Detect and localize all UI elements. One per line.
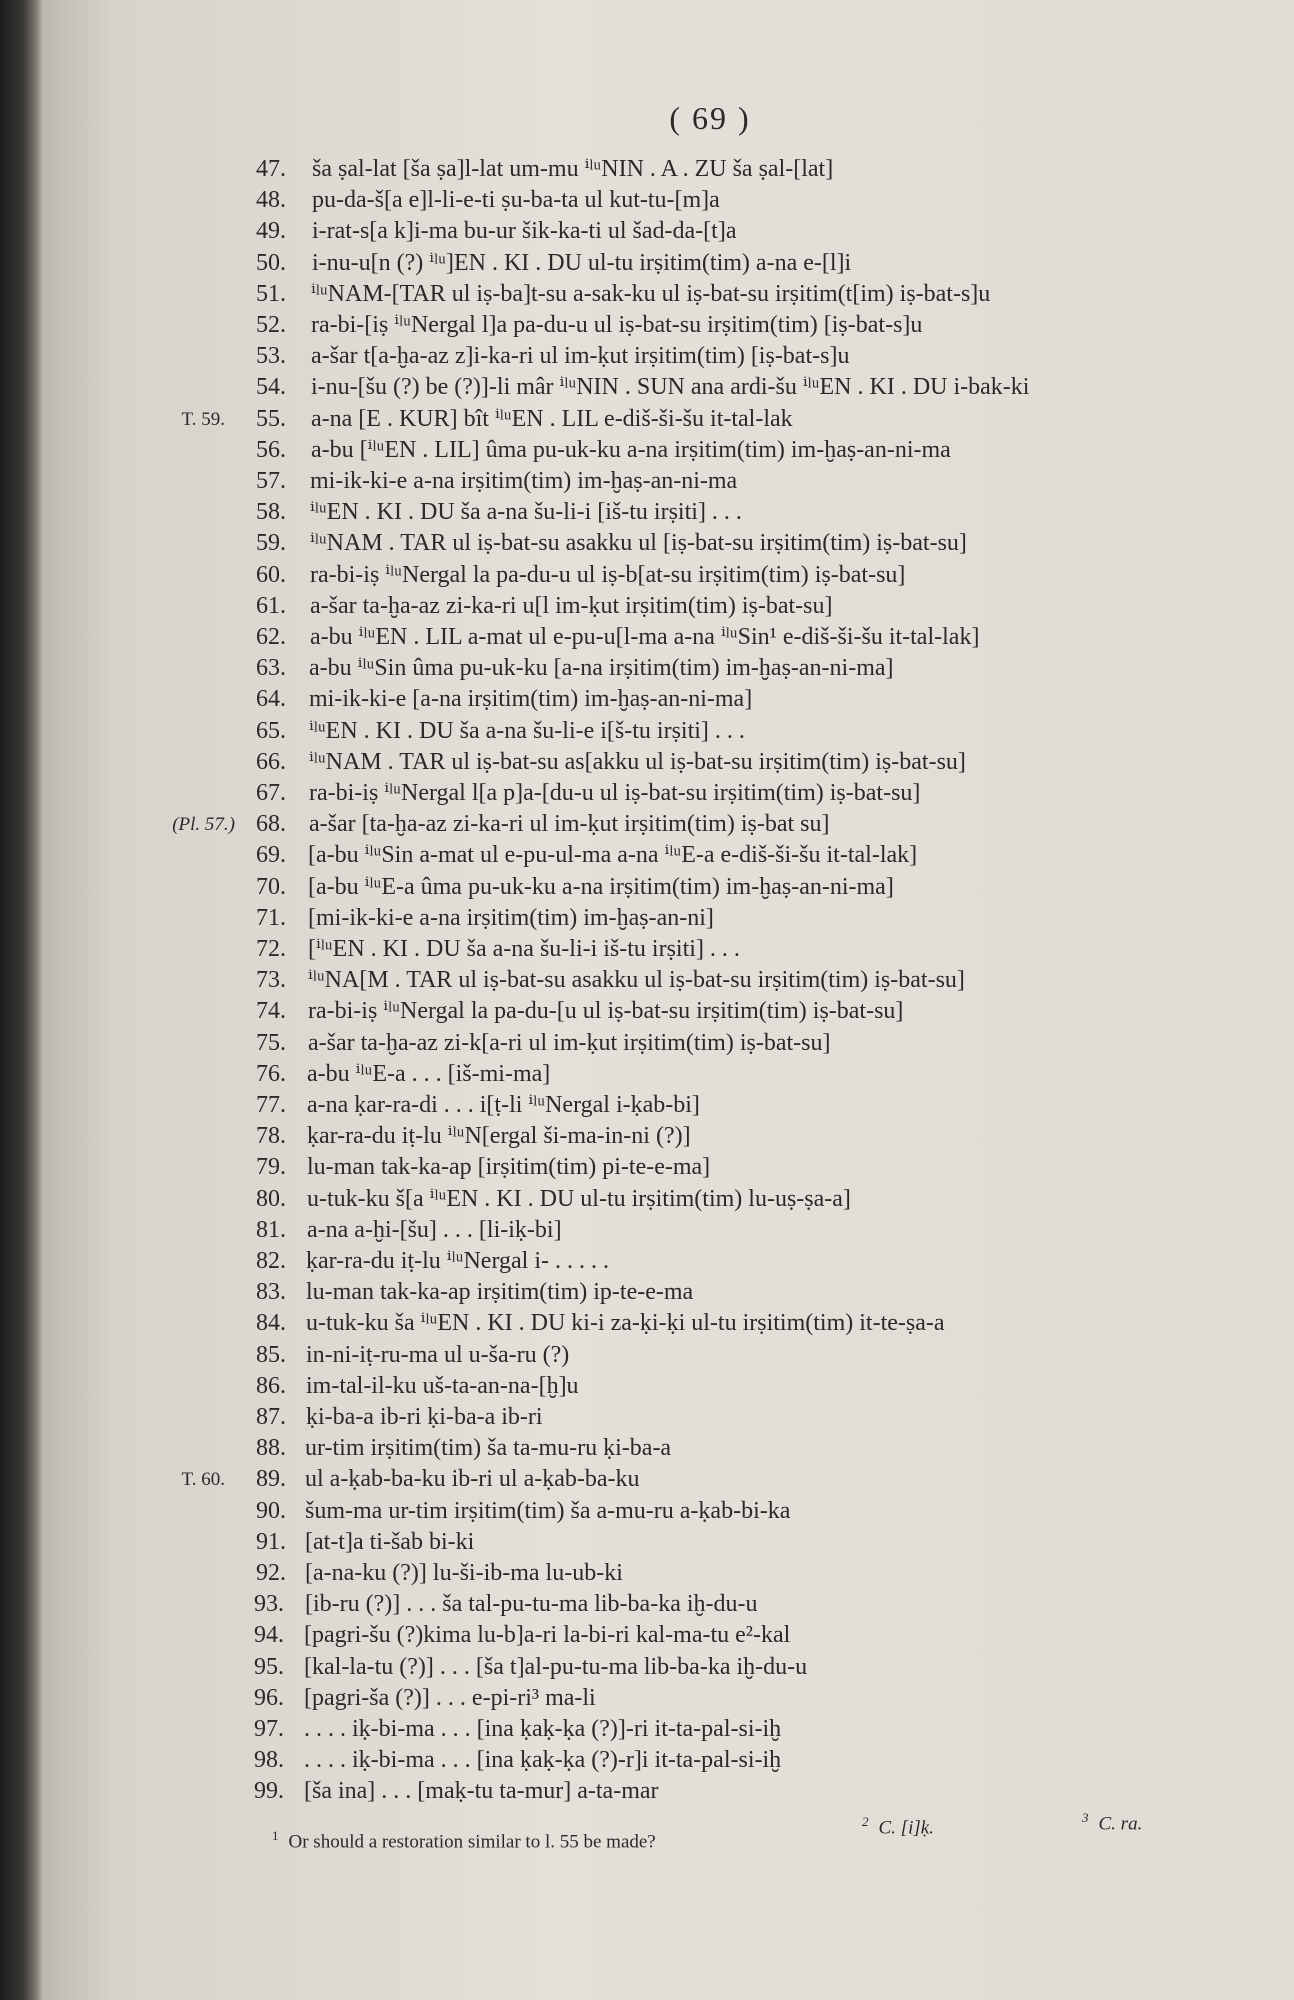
line-number: 49. [256,218,286,244]
line-text: a-bu ⁱˡᵘEN . LIL a-mat ul e-pu-u[l-ma a-na ⁱˡᵘSin¹ e-diš-ši-šu it-tal-lak] [310,624,980,650]
line-text: . . . . iḳ-bi-ma . . . [ina ḳaḳ-ḳa (?)-r]i it-ta-pal-si-iḫ [304,1747,782,1773]
footnote-1 [272,1828,656,1853]
line-number: 68. [256,811,286,837]
footnote-mark: 1 [272,1828,279,1843]
line-number: 91. [256,1529,286,1555]
line-text: [at-t]a ti-šab bi-ki [305,1529,475,1555]
line-number: 67. [256,780,286,806]
line-text: a-bu ⁱˡᵘE-a . . . [iš-mi-ma] [307,1061,551,1087]
line-text: [ša ina] . . . [maḳ-tu ta-mur] a-ta-mar [304,1778,659,1804]
line-text: ⁱˡᵘEN . KI . DU ša a-na šu-li-i [iš-tu irṣiti] . . . [310,499,742,525]
line-number: 50. [256,250,286,276]
line-number: 85. [256,1342,286,1368]
footnote-mark: 3 [1082,1810,1089,1825]
line-text: [ib-ru (?)] . . . ša tal-pu-tu-ma lib-ba-ka iḫ-du-u [305,1591,758,1617]
book-spine-shadow [0,0,42,2000]
line-number: 74. [256,998,286,1024]
line-number: 99. [254,1778,284,1804]
line-text: [mi-ik-ki-e a-na irṣitim(tim) im-ḫaṣ-an-ni] [308,905,714,931]
line-text: lu-man tak-ka-ap irṣitim(tim) ip-te-e-ma [306,1279,694,1305]
line-number: 77. [256,1092,286,1118]
line-number: 78. [256,1123,286,1149]
line-number: 64. [256,686,286,712]
line-text: im-tal-il-ku uš-ta-an-na-[ḫ]u [306,1373,579,1399]
line-number: 87. [256,1404,286,1430]
line-number: 79. [256,1154,286,1180]
line-text: ⁱˡᵘNAM . TAR ul iṣ-bat-su as[akku ul iṣ-bat-su irṣitim(tim) iṣ-bat-su] [309,749,966,775]
line-number: 73. [256,967,286,993]
footnote-text: C. [i]ḳ. [878,1817,934,1839]
line-number: 61. [256,593,286,619]
line-number: 75. [256,1030,286,1056]
line-number: 72. [256,936,286,962]
line-text: ḳar-ra-du iṭ-lu ⁱˡᵘN[ergal ši-ma-in-ni (?)] [307,1123,691,1149]
margin-reference: T. 59. [181,409,225,430]
line-text: a-šar t[a-ḫa-az z]i-ka-ri ul im-ḳut irṣitim(tim) [iṣ-bat-s]u [311,343,850,369]
line-number: 65. [256,718,286,744]
footnote-2 [862,1814,934,1839]
line-number: 98. [254,1747,284,1773]
line-text: a-na [E . KUR] bît ⁱˡᵘEN . LIL e-diš-ši-šu it-tal-lak [311,406,793,432]
line-text: [pagri-ša (?)] . . . e-pi-ri³ ma-li [304,1685,596,1711]
line-text: lu-man tak-ka-ap [irṣitim(tim) pi-te-e-ma] [307,1154,711,1180]
line-text: mi-ik-ki-e [a-na irṣitim(tim) im-ḫaṣ-an-ni-ma] [309,686,753,712]
line-number: 63. [256,655,286,681]
line-text: ra-bi-iṣ ⁱˡᵘNergal la pa-du-u ul iṣ-b[at-su irṣitim(tim) iṣ-bat-su] [310,562,906,588]
line-number: 54. [256,374,286,400]
line-text: [a-bu ⁱˡᵘE-a ûma pu-uk-ku a-na irṣitim(tim) im-ḫaṣ-an-ni-ma] [308,874,894,900]
line-number: 89. [256,1466,286,1492]
line-text: šum-ma ur-tim irṣitim(tim) ša a-mu-ru a-ḳab-bi-ka [305,1498,791,1524]
line-number: 51. [256,281,286,307]
line-text: [a-na-ku (?)] lu-ši-ib-ma lu-ub-ki [305,1560,623,1586]
footnote-text: Or should a restoration similar to l. 55 be made? [288,1831,656,1853]
line-text: ra-bi-iṣ ⁱˡᵘNergal la pa-du-[u ul iṣ-bat-su irṣitim(tim) iṣ-bat-su] [308,998,904,1024]
line-number: 83. [256,1279,286,1305]
line-text: ul a-ḳab-ba-ku ib-ri ul a-ḳab-ba-ku [305,1466,640,1492]
line-number: 84. [256,1310,286,1336]
line-number: 76. [256,1061,286,1087]
line-text: in-ni-iṭ-ru-ma ul u-ša-ru (?) [306,1342,570,1368]
line-number: 96. [254,1685,284,1711]
line-text: ⁱˡᵘNA[M . TAR ul iṣ-bat-su asakku ul iṣ-bat-su irṣitim(tim) iṣ-bat-su] [308,967,965,993]
line-number: 88. [256,1435,286,1461]
line-text: ⁱˡᵘNAM-[TAR ul iṣ-ba]t-su a-sak-ku ul iṣ-bat-su irṣitim(t[im) iṣ-bat-s]u [311,281,991,307]
page-number: ( 69 ) [669,100,751,136]
line-number: 81. [256,1217,286,1243]
line-text: [kal-la-tu (?)] . . . [ša t]al-pu-tu-ma lib-ba-ka iḫ-du-u [304,1654,808,1680]
line-text: [pagri-šu (?)kima lu-b]a-ri la-bi-ri kal-ma-tu e²-kal [304,1622,791,1648]
line-text: i-rat-s[a k]i-ma bu-ur šik-ka-ti ul šad-da-[t]a [312,218,737,244]
margin-reference: T. 60. [181,1469,225,1490]
line-text: a-šar [ta-ḫa-az zi-ka-ri ul im-ḳut irṣitim(tim) iṣ-bat su] [309,811,830,837]
line-text: a-bu ⁱˡᵘSin ûma pu-uk-ku [a-na irṣitim(tim) im-ḫaṣ-an-ni-ma] [309,655,894,681]
line-text: mi-ik-ki-e a-na irṣitim(tim) im-ḫaṣ-an-ni-ma [310,468,738,494]
line-number: 71. [256,905,286,931]
margin-reference: (Pl. 57.) [172,814,235,835]
footnote-3 [1082,1810,1142,1835]
line-number: 80. [256,1186,286,1212]
line-text: pu-da-š[a e]l-li-e-ti ṣu-ba-ta ul kut-tu-[m]a [312,187,720,213]
line-text: a-šar ta-ḫa-az zi-ka-ri u[l im-ḳut irṣitim(tim) iṣ-bat-su] [310,593,833,619]
line-number: 60. [256,562,286,588]
line-text: i-nu-u[n (?) ⁱˡᵘ]EN . KI . DU ul-tu irṣitim(tim) a-na e-[l]i [312,250,852,276]
line-number: 66. [256,749,286,775]
line-text: a-na a-ḫi-[šu] . . . [li-iḳ-bi] [307,1217,562,1243]
line-number: 92. [256,1560,286,1586]
line-text: ra-bi-[iṣ ⁱˡᵘNergal l]a pa-du-u ul iṣ-bat-su irṣitim(tim) [iṣ-bat-s]u [311,312,923,338]
line-number: 62. [256,624,286,650]
line-number: 90. [256,1498,286,1524]
line-number: 48. [256,187,286,213]
line-number: 70. [256,874,286,900]
line-text: i-nu-[šu (?) be (?)]-li mâr ⁱˡᵘNIN . SUN ana ardi-šu ⁱˡᵘEN . KI . DU i-bak-ki [311,374,1030,400]
line-number: 56. [256,437,286,463]
line-text: u-tuk-ku ša ⁱˡᵘEN . KI . DU ki-i za-ḳi-ḳi ul-tu irṣitim(tim) it-te-ṣa-a [306,1310,945,1336]
line-text: ḳi-ba-a ib-ri ḳi-ba-a ib-ri [306,1404,543,1430]
line-text: a-bu [ⁱˡᵘEN . LIL] ûma pu-uk-ku a-na irṣitim(tim) im-ḫaṣ-an-ni-ma [311,437,951,463]
footnote-text: C. ra. [1098,1813,1143,1835]
line-text: ur-tim irṣitim(tim) ša ta-mu-ru ḳi-ba-a [305,1435,672,1461]
line-text: ša ṣal-lat [ša ṣa]l-lat um-mu ⁱˡᵘNIN . A . ZU ša ṣal-[lat] [312,156,834,182]
line-number: 97. [254,1716,284,1742]
line-text: ra-bi-iṣ ⁱˡᵘNergal l[a p]a-[du-u ul iṣ-bat-su irṣitim(tim) iṣ-bat-su] [309,780,921,806]
line-text: a-na ḳar-ra-di . . . i[ṭ-li ⁱˡᵘNergal i-ḳab-bi] [307,1092,700,1118]
line-text: u-tuk-ku š[a ⁱˡᵘEN . KI . DU ul-tu irṣitim(tim) lu-uṣ-ṣa-a] [307,1186,851,1212]
line-number: 94. [254,1622,284,1648]
line-number: 52. [256,312,286,338]
line-text: . . . . iḳ-bi-ma . . . [ina ḳaḳ-ḳa (?)]-ri it-ta-pal-si-iḫ [304,1716,782,1742]
line-number: 47. [256,156,286,182]
line-number: 58. [256,499,286,525]
line-text: ⁱˡᵘNAM . TAR ul iṣ-bat-su asakku ul [iṣ-bat-su irṣitim(tim) iṣ-bat-su] [310,530,967,556]
line-number: 53. [256,343,286,369]
line-text: ḳar-ra-du iṭ-lu ⁱˡᵘNergal i- . . . . . [306,1248,609,1274]
line-text: [a-bu ⁱˡᵘSin a-mat ul e-pu-ul-ma a-na ⁱˡᵘE-a e-diš-ši-šu it-tal-lak] [308,842,918,868]
line-text: [ⁱˡᵘEN . KI . DU ša a-na šu-li-i iš-tu irṣiti] . . . [308,936,740,962]
footnote-mark: 2 [862,1814,869,1829]
line-text: ⁱˡᵘEN . KI . DU ša a-na šu-li-e i[š-tu irṣiti] . . . [309,718,745,744]
line-number: 95. [254,1654,284,1680]
line-number: 59. [256,530,286,556]
line-number: 57. [256,468,286,494]
line-number: 86. [256,1373,286,1399]
line-number: 55. [256,406,286,432]
line-text: a-šar ta-ḫa-az zi-k[a-ri ul im-ḳut irṣitim(tim) iṣ-bat-su] [308,1030,831,1056]
line-number: 82. [256,1248,286,1274]
line-number: 93. [254,1591,284,1617]
line-number: 69. [256,842,286,868]
footnotes [0,1810,1294,1858]
